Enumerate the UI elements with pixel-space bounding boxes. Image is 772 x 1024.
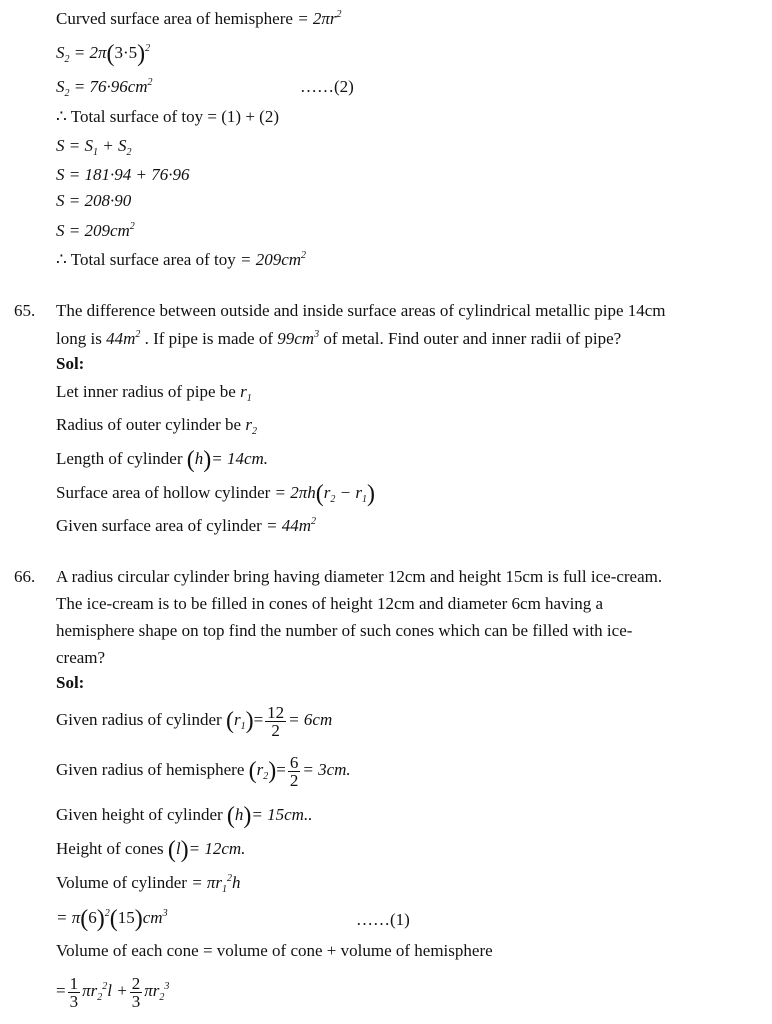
question-65-line-1: The difference between outside and inside surface areas of cylindrical metallic pipe 14cm: [56, 301, 666, 320]
fraction-6-over-2: $\frac{6}{2}$: [289, 752, 299, 790]
cone-volume-statement: Volume of each cone = volume of cone + volume of hemisphere: [56, 941, 493, 960]
equation-tag-1: ……(1): [356, 910, 410, 929]
inner-radius-line: Let inner radius of pipe be $r_1$: [56, 382, 252, 404]
cylinder-height-line: Given height of cylinder (h)= 15cm..: [56, 803, 313, 829]
cylinder-volume-values-line: = $\pi(6)^2(15)cm^3$: [56, 906, 168, 932]
fraction-1-over-3: $\frac{1}{3}$: [69, 973, 79, 1011]
question-66-line-4: cream?: [56, 648, 106, 667]
equation-tag-2: ……(2): [300, 77, 354, 96]
s2-formula-line: $S_2 = 2\pi(3\cdot 5)^2$: [56, 41, 151, 67]
s2-value-line: $S_2 = 76\cdot 96cm^2$: [56, 77, 153, 99]
solution-label-66: Sol:: [56, 673, 85, 692]
cylinder-length-line: Length of cylinder (h)= 14cm.: [56, 447, 269, 473]
cylinder-volume-line: Volume of cylinder = $\pi r_1^2h$: [56, 873, 241, 895]
outer-radius-line: Radius of outer cylinder be $r_2$: [56, 415, 257, 437]
sum-line: $S = S_1 + S_2$: [56, 136, 132, 158]
hollow-cylinder-area-line: Surface area of hollow cylinder = $2\pi h(r_2 - r_1)$: [56, 481, 376, 507]
question-number-66: 66.: [14, 567, 36, 586]
question-66-line-3: hemisphere shape on top find the number of such cones which can be filled with ice-: [56, 621, 633, 640]
sum-values-line: S = 181·94 + 76·96: [56, 165, 190, 184]
cone-volume-formula-line: = $\frac{1}{3}$ $\pi r_2^2l$ + $\frac{2}{3}$ $\pi r_2^3$: [56, 973, 170, 1011]
question-number-65: 65.: [14, 301, 36, 320]
fraction-12-over-2: $\frac{12}{2}$: [267, 702, 285, 740]
question-65-line-2: long is $44m^2$ . If pipe is made of $99cm^3$ of metal. Find outer and inner radii of pipe?: [56, 329, 622, 348]
total-surface-statement: ∴ Total surface of toy = (1) + (2): [56, 107, 279, 126]
cylinder-radius-line: Given radius of cylinder $(r_1)=$ $\frac{12}{2}$ = 6cm: [56, 702, 333, 740]
hemisphere-csa-line: Curved surface area of hemisphere = $2\pi r^2$: [56, 9, 342, 28]
sum-result-line: S = 208·90: [56, 191, 132, 210]
hemisphere-radius-line: Given radius of hemisphere $(r_2)=$ $\frac{6}{2}$ = 3cm.: [56, 752, 351, 790]
given-area-line: Given surface area of cylinder = $44m^2$: [56, 516, 317, 535]
question-66-line-1: A radius circular cylinder bring having diameter 12cm and height 15cm is full ice-cream.: [56, 567, 663, 586]
fraction-2-over-3: $\frac{2}{3}$: [131, 973, 141, 1011]
rounded-result-line: $S = 209cm^2$: [56, 221, 135, 240]
solution-label-65: Sol:: [56, 354, 85, 373]
cone-height-line: Height of cones (l)= 12cm.: [56, 837, 246, 863]
question-66-line-2: The ice-cream is to be filled in cones of height 12cm and diameter 6cm having a: [56, 594, 604, 613]
conclusion-line: ∴ Total surface area of toy = $209cm^2$: [56, 250, 307, 269]
